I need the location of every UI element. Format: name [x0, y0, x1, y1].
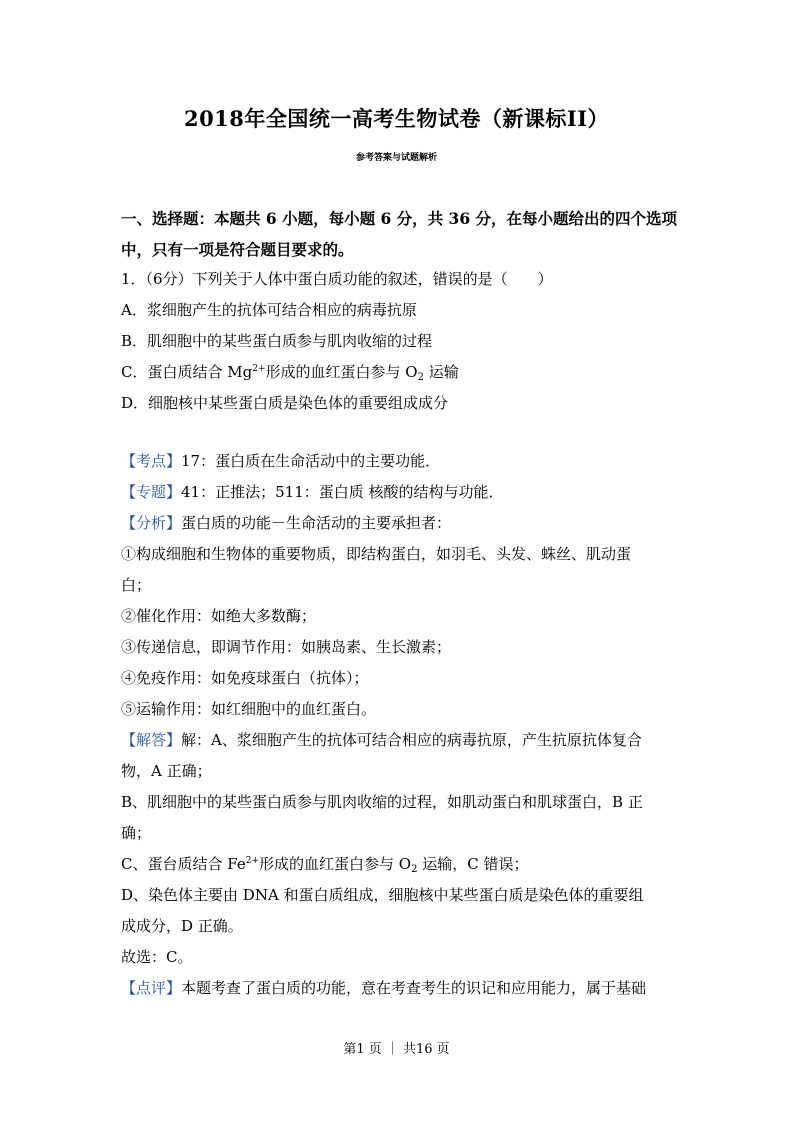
answer-c-subscript: 2: [411, 864, 418, 875]
fenxi-text: 蛋白质的功能－生命活动的主要承担者：: [181, 514, 452, 532]
answer-line: 确；: [121, 824, 152, 842]
answer-choice: 故选：C。: [121, 948, 193, 966]
answer-line: B、肌细胞中的某些蛋白质参与肌肉收缩的过程，如肌动蛋白和肌球蛋白，B 正: [121, 793, 643, 811]
jieda-text: 解：A、浆细胞产生的抗体可结合相应的病毒抗原，产生抗原抗体复合: [181, 731, 642, 749]
kaodian-text: 17：蛋白质在生命活动中的主要功能．: [181, 452, 441, 470]
section-heading-line: 中，只有一项是符合题目要求的。: [121, 240, 354, 259]
question-stem: 1．（6分）下列关于人体中蛋白质功能的叙述，错误的是（ ）: [121, 270, 553, 288]
dianping-text: 本题考查了蛋白质的功能，意在考查考生的识记和应用能力，属于基础: [181, 979, 647, 997]
option-b: B．肌细胞中的某些蛋白质参与肌肉收缩的过程: [121, 332, 433, 350]
answer-line-c: [121, 849, 681, 880]
answer-c-text: 形成的血红蛋白参与 O: [259, 855, 412, 873]
option-a: A．浆细胞产生的抗体可结合相应的病毒抗原: [121, 301, 417, 319]
option-c-text: 形成的血红蛋白参与 O: [265, 363, 418, 381]
jieda-line: [121, 725, 681, 756]
answer-line: D、染色体主要由 DNA 和蛋白质组成，细胞核中某些蛋白质是染色体的重要组: [121, 886, 644, 904]
page-footer: 第1 页 ｜ 共16 页: [343, 1042, 450, 1057]
kaodian-tag: 【考点】: [121, 452, 182, 470]
fenxi-line: [121, 508, 681, 539]
analysis-point: 白；: [121, 576, 152, 594]
dianping-tag: 【点评】: [121, 979, 182, 997]
page-title: 2018年全国统一高考生物试卷（新课标II）: [183, 106, 610, 131]
kaodian-line: [121, 446, 681, 477]
option-d: D．细胞核中某些蛋白质是染色体的重要组成成分: [121, 394, 449, 412]
option-c-superscript: 2+: [252, 364, 266, 374]
analysis-point: ①构成细胞和生物体的重要物质，即结构蛋白，如羽毛、头发、蛛丝、肌动蛋: [121, 545, 632, 563]
dianping-line: [121, 973, 681, 1004]
answer-c-superscript: 2+: [245, 856, 259, 866]
analysis-point: ④免疫作用：如免疫球蛋白（抗体）；: [121, 669, 369, 687]
analysis-point: ③传递信息，即调节作用：如胰岛素、生长激素；: [121, 638, 452, 656]
section-heading: [121, 203, 681, 265]
answer-line: 成成分，D 正确。: [121, 917, 243, 935]
page-subtitle: 参考答案与试题解析: [355, 153, 437, 163]
answer-c-text: C、蛋台质结合 Fe: [121, 855, 246, 873]
section-heading-line: 一、选择题：本题共 6 小题，每小题 6 分，共 36 分，在每小题给出的四个选项: [121, 209, 678, 228]
zhuanti-text: 41：正推法；511：蛋白质 核酸的结构与功能．: [181, 483, 504, 501]
question-content: [121, 264, 681, 1004]
answer-line: 物，A 正确；: [121, 762, 212, 780]
option-c-text: C．蛋白质结合 Mg: [121, 363, 253, 381]
jieda-tag: 【解答】: [121, 731, 182, 749]
option-c-subscript: 2: [417, 372, 424, 383]
analysis-point: ②催化作用：如绝大多数酶；: [121, 607, 317, 625]
zhuanti-line: [121, 477, 681, 508]
spacer: [121, 419, 681, 446]
option-c-text: 运输: [423, 363, 459, 381]
answer-c-text: 运输，C 错误；: [417, 855, 529, 873]
fenxi-tag: 【分析】: [121, 514, 182, 532]
option-c: [121, 357, 681, 388]
zhuanti-tag: 【专题】: [121, 483, 182, 501]
analysis-point: ⑤运输作用：如红细胞中的血红蛋白。: [121, 700, 377, 718]
